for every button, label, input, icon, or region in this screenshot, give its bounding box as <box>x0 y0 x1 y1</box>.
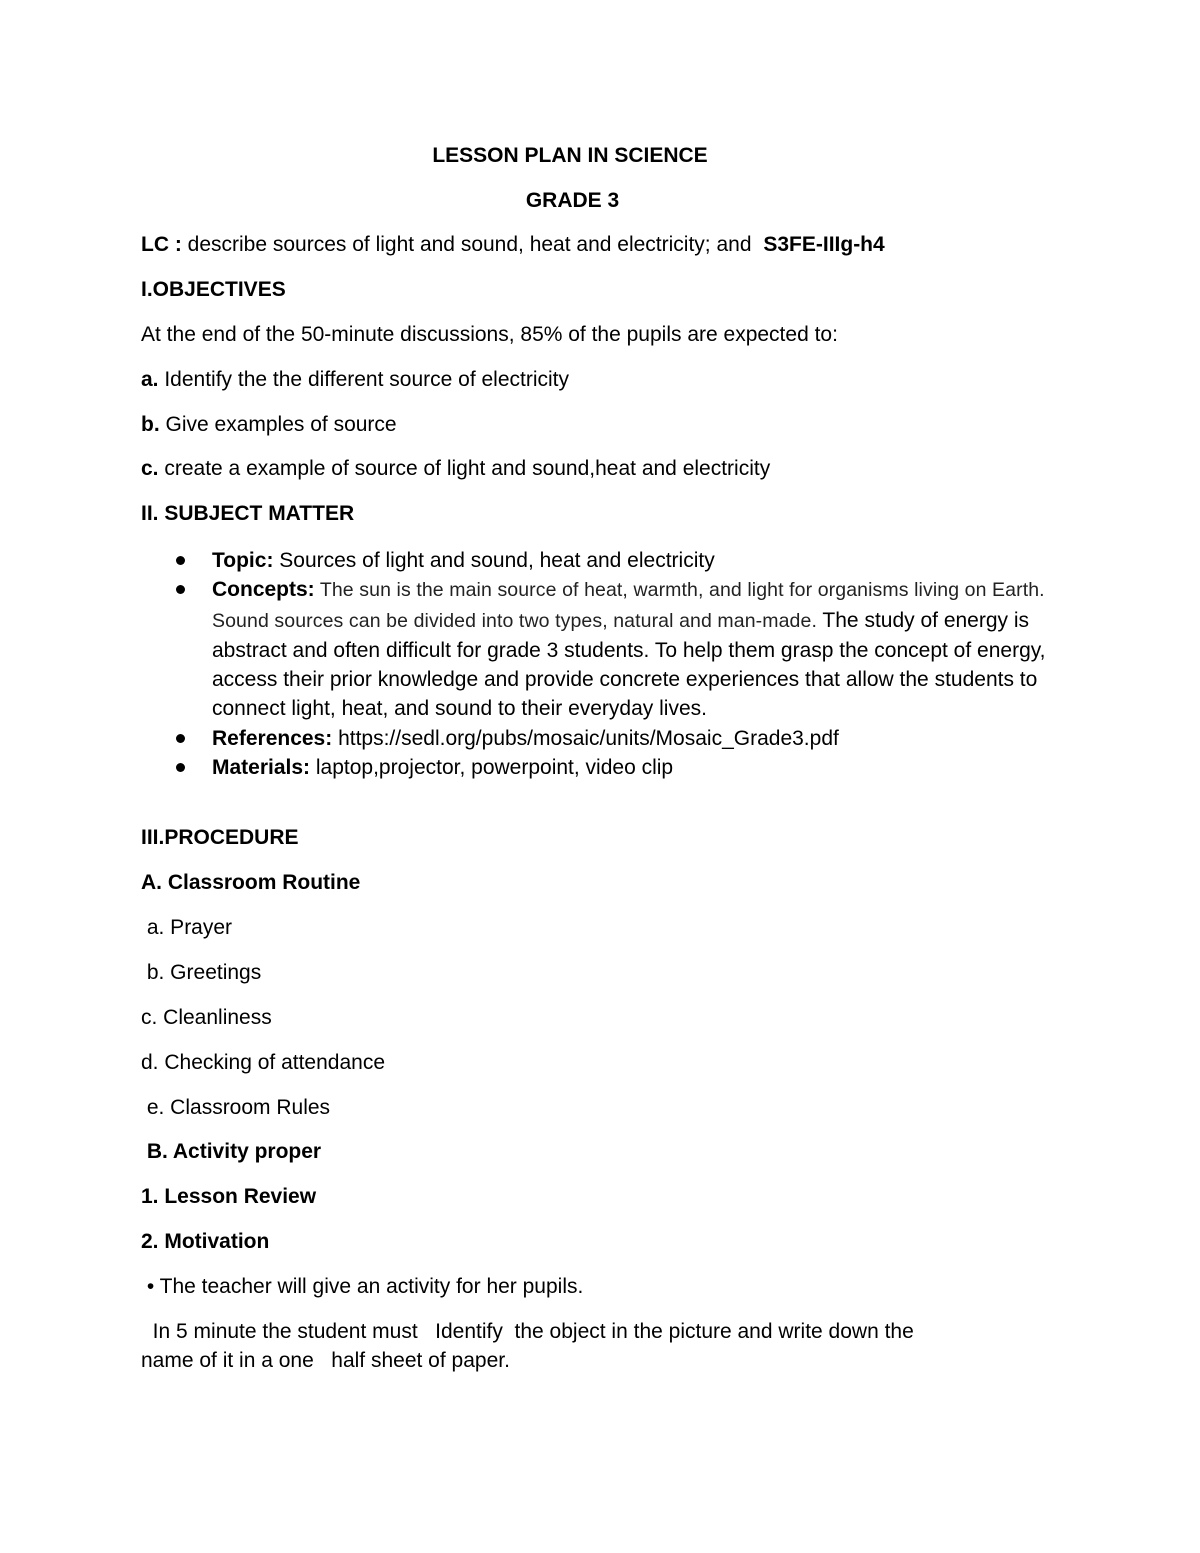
routine-heading: A. Classroom Routine <box>141 871 361 894</box>
list-item <box>174 546 1074 575</box>
objective-text: Give examples of source <box>159 413 397 436</box>
lesson-review-heading: 1. Lesson Review <box>141 1185 317 1208</box>
bullet-icon <box>176 763 185 772</box>
list-item <box>174 575 1074 723</box>
instruction-line: In 5 minute the student must Identify the object in the picture and write down the <box>141 1320 914 1343</box>
materials-label: Materials: <box>212 756 311 780</box>
concepts-label: Concepts: <box>212 578 315 602</box>
objective-text: Identify the the different source of electricity <box>158 368 570 391</box>
objective-text: create a example of source of light and sound,heat and electricity <box>158 457 771 480</box>
bullet-icon <box>176 556 185 565</box>
references-text: https://sedl.org/pubs/mosaic/units/Mosaic_Grade3.pdf <box>332 726 839 750</box>
activity-heading: B. Activity proper <box>141 1140 322 1163</box>
routine-item: c. Cleanliness <box>141 1006 272 1029</box>
subject-matter-list <box>174 546 1074 782</box>
objective-marker: b. <box>141 413 160 436</box>
document-title: LESSON PLAN IN SCIENCE <box>432 144 708 167</box>
materials-text: laptop,projector, powerpoint, video clip <box>310 756 674 780</box>
objective-item <box>141 413 397 437</box>
routine-item: a. Prayer <box>141 916 233 939</box>
motivation-heading: 2. Motivation <box>141 1230 270 1253</box>
topic-text: Sources of light and sound, heat and electricity <box>273 549 715 572</box>
objectives-intro: At the end of the 50-minute discussions, 85% of the pupils are expected to: <box>141 323 838 346</box>
instruction-line: name of it in a one half sheet of paper. <box>141 1349 510 1372</box>
list-item <box>174 753 1074 782</box>
objective-item <box>141 457 770 481</box>
list-item <box>174 724 1074 753</box>
lc-code: S3FE-IIIg-h4 <box>763 233 885 256</box>
routine-item: d. Checking of attendance <box>141 1051 386 1074</box>
references-label: References: <box>212 726 333 750</box>
procedure-heading: III.PROCEDURE <box>141 826 299 849</box>
motivation-bullet: • The teacher will give an activity for her pupils. <box>141 1275 584 1298</box>
topic-label: Topic: <box>212 549 274 572</box>
routine-item: b. Greetings <box>141 961 262 984</box>
lc-text: describe sources of light and sound, heat and electricity; and <box>181 233 758 256</box>
objective-marker: c. <box>141 457 159 480</box>
objectives-heading: I.OBJECTIVES <box>141 278 286 301</box>
objective-marker: a. <box>141 368 159 391</box>
bullet-icon <box>176 734 185 743</box>
concepts-small-text: The sun is the main source of heat, warmth, and light for organisms living on Earth. Sound sources can be divided into two types, natural and man-made. <box>212 579 1045 632</box>
routine-item: e. Classroom Rules <box>141 1096 331 1119</box>
objective-item <box>141 368 569 392</box>
learning-competency <box>141 233 885 257</box>
concepts-text: The study of energy is abstract and often difficult for grade 3 students. To help them grasp the concept of energy, access their prior knowledge and provide concrete experiences that allow the students to connect light, heat, and sound to their everyday lives. <box>212 608 1046 721</box>
bullet-icon <box>176 585 185 594</box>
grade-heading: GRADE 3 <box>525 189 620 212</box>
subject-matter-heading: II. SUBJECT MATTER <box>141 502 355 525</box>
lc-label: LC : <box>141 233 182 256</box>
